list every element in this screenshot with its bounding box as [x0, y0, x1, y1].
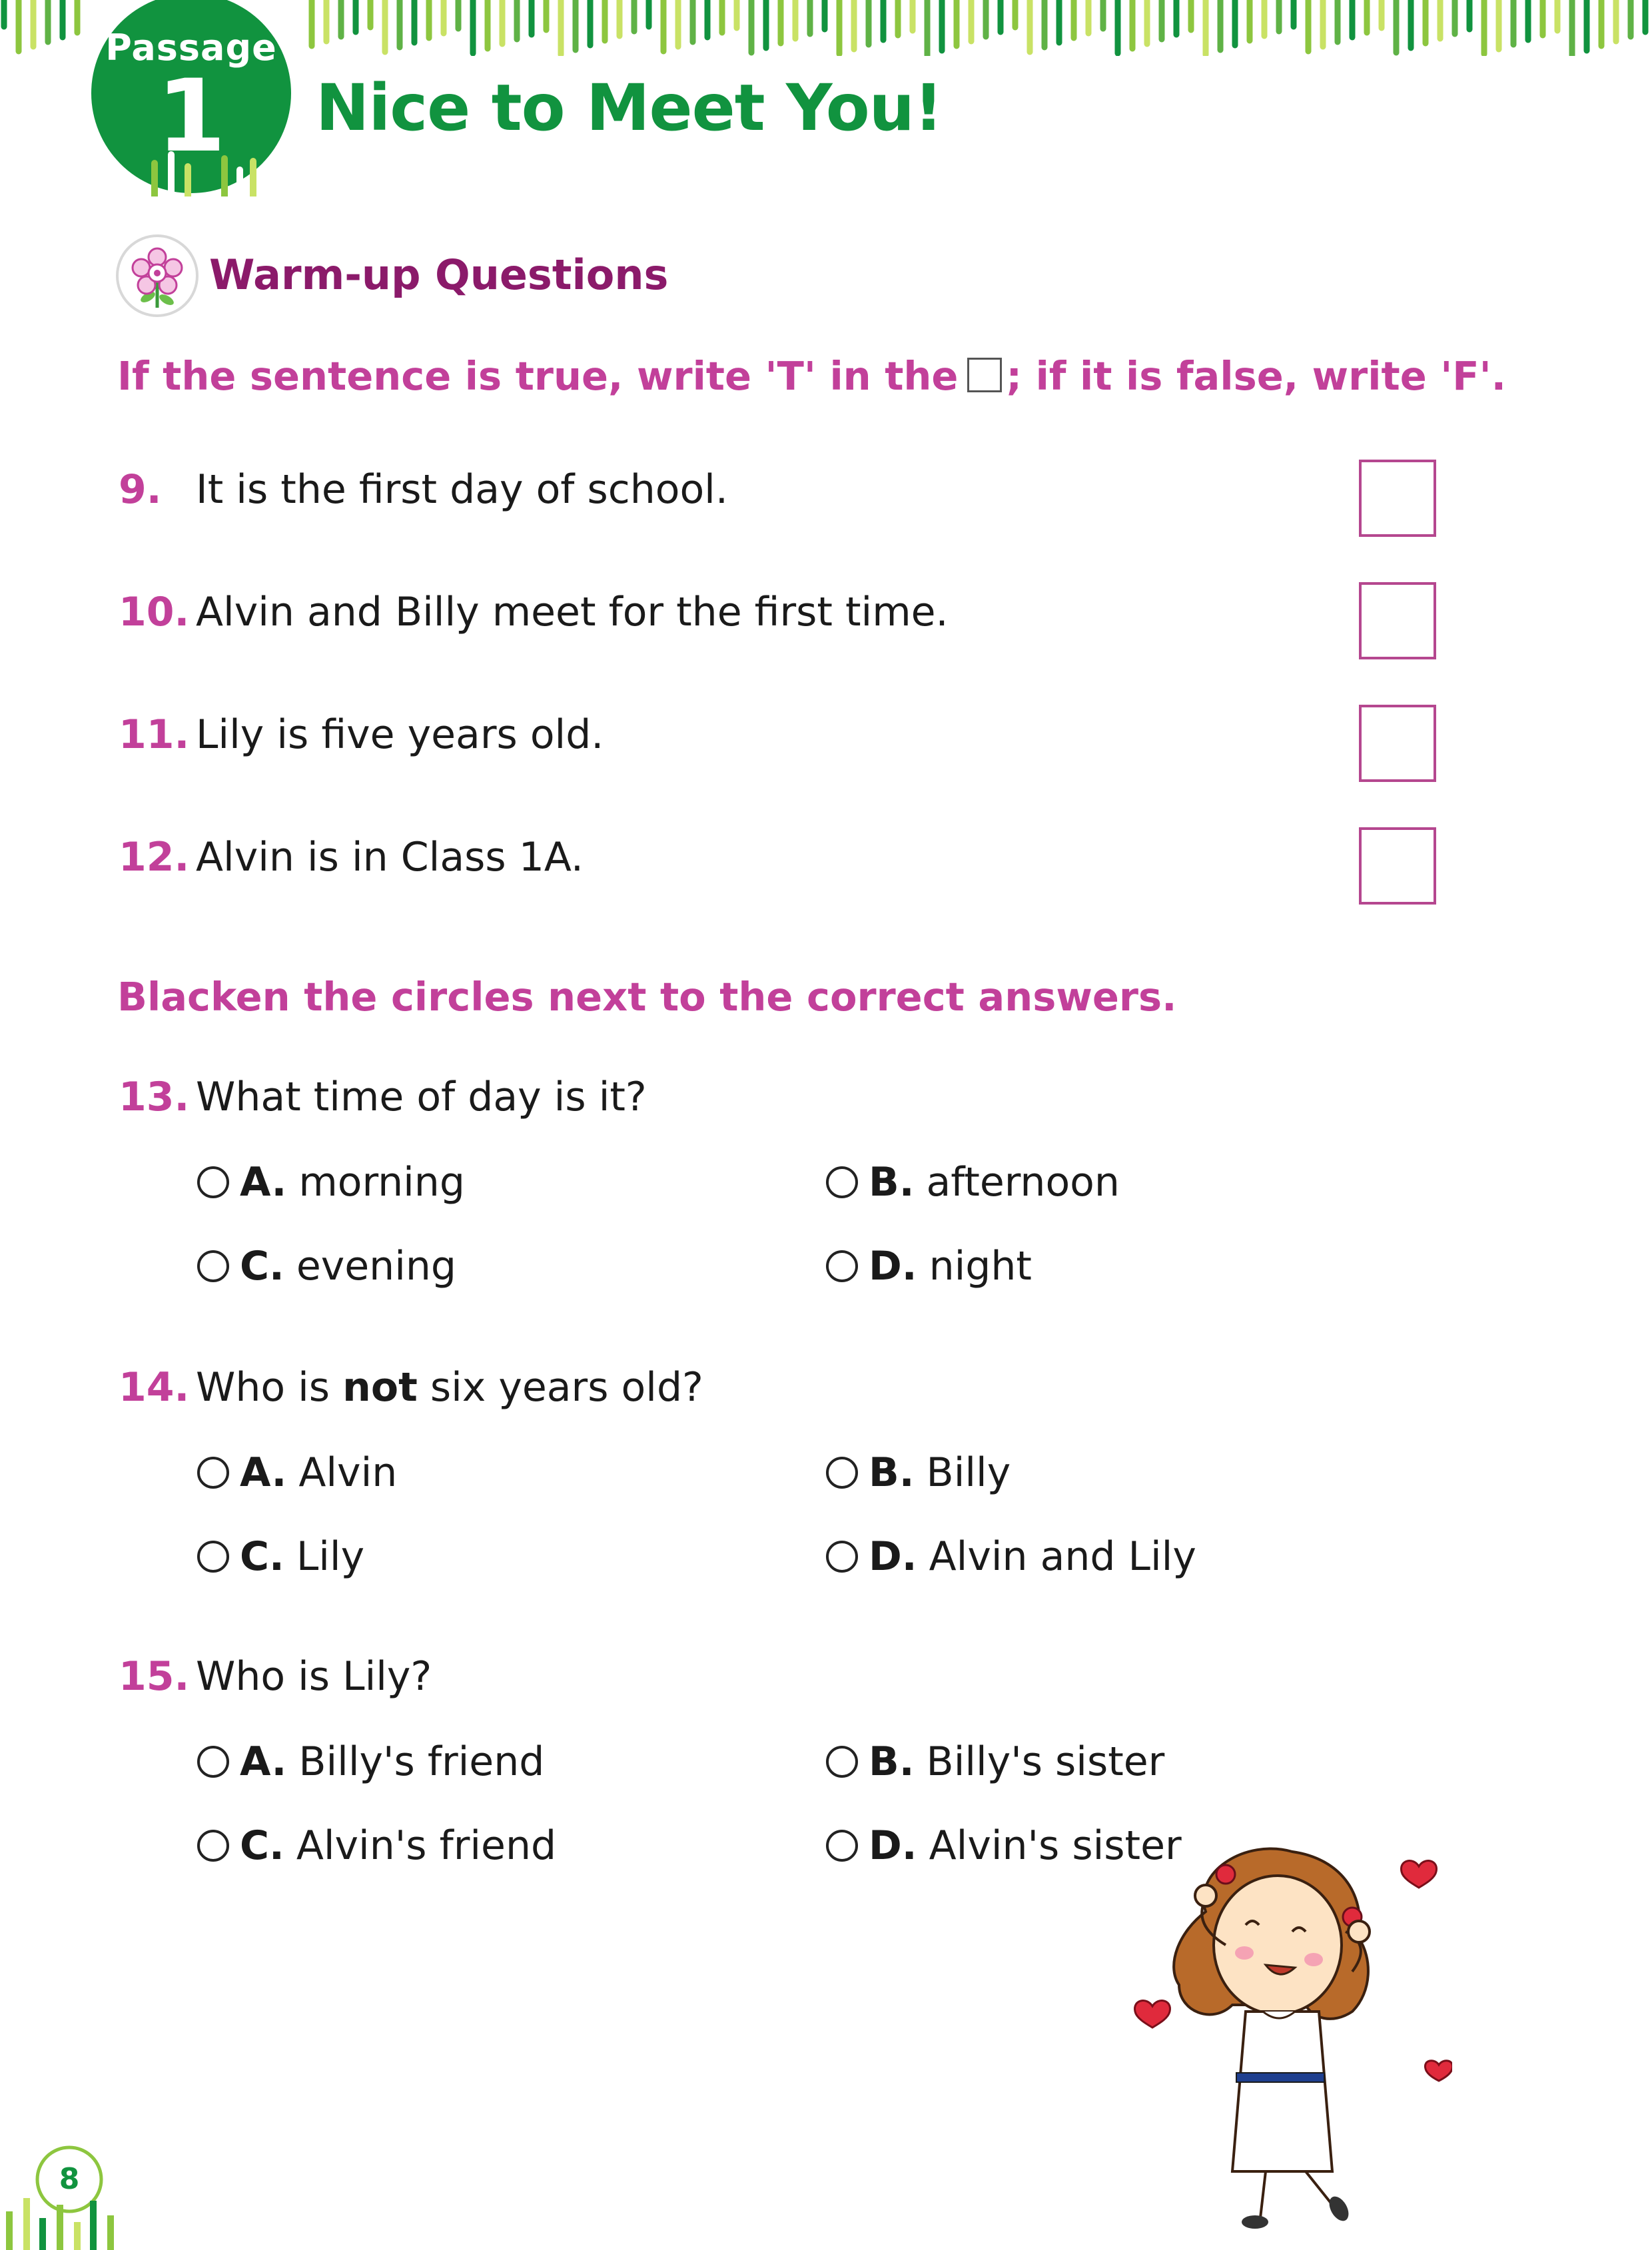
option-13-d[interactable]	[826, 1243, 1032, 1290]
tf-item-10	[119, 589, 949, 635]
option-letter: C.	[240, 1243, 284, 1290]
question-text: It is the first day of school.	[196, 466, 728, 513]
option-text: night	[929, 1243, 1032, 1290]
girl-illustration	[1132, 1832, 1452, 2238]
mc-question-14	[119, 1364, 703, 1411]
option-text: afternoon	[926, 1159, 1120, 1206]
answer-box-9[interactable]	[1359, 460, 1436, 537]
answer-circle[interactable]	[826, 1830, 858, 1862]
question-number: 9.	[119, 466, 162, 513]
question-text: Lily is five years old.	[196, 711, 604, 758]
answer-circle[interactable]	[197, 1250, 229, 1282]
question-number: 13.	[119, 1074, 190, 1120]
answer-circle[interactable]	[826, 1541, 858, 1573]
option-text: Alvin and Lily	[929, 1533, 1196, 1580]
option-13-c[interactable]	[197, 1243, 456, 1290]
option-text: Alvin's sister	[929, 1822, 1182, 1869]
heart-icon	[1402, 1861, 1437, 1888]
question-number: 11.	[119, 711, 190, 758]
section-heading: Warm-up Questions	[209, 250, 669, 299]
option-15-c[interactable]	[197, 1822, 556, 1869]
answer-circle[interactable]	[197, 1166, 229, 1198]
flower-icon	[115, 233, 200, 318]
answer-circle[interactable]	[197, 1830, 229, 1862]
option-13-b[interactable]	[826, 1159, 1120, 1206]
option-letter: C.	[240, 1822, 284, 1869]
option-letter: A.	[240, 1738, 287, 1785]
true-false-instruction	[117, 353, 1506, 399]
option-text: Billy	[926, 1449, 1011, 1496]
page-number: 8	[59, 2162, 80, 2196]
question-text: Who is Lily?	[196, 1653, 432, 1700]
option-15-d[interactable]	[826, 1822, 1182, 1869]
question-number: 15.	[119, 1653, 190, 1700]
option-text: morning	[298, 1159, 465, 1206]
option-13-a[interactable]	[197, 1159, 465, 1206]
bottom-stripe-border	[0, 2198, 133, 2250]
answer-circle[interactable]	[826, 1746, 858, 1778]
answer-box-12[interactable]	[1359, 827, 1436, 905]
option-text: Alvin	[298, 1449, 398, 1496]
answer-box-10[interactable]	[1359, 582, 1436, 659]
answer-circle[interactable]	[826, 1166, 858, 1198]
question-emphasis: not	[342, 1364, 418, 1411]
option-letter: B.	[869, 1449, 915, 1496]
option-text: Billy's sister	[926, 1738, 1165, 1785]
tf-item-11	[119, 711, 604, 758]
answer-box-11[interactable]	[1359, 705, 1436, 782]
question-text: Alvin and Billy meet for the first time.	[196, 589, 949, 635]
answer-circle[interactable]	[197, 1541, 229, 1573]
mc-question-15	[119, 1653, 432, 1700]
passage-number: 1	[156, 59, 226, 175]
instruction-text-start: If the sentence is true, write 'T' in the	[117, 353, 959, 399]
passage-label: Passage	[105, 27, 277, 69]
question-number: 10.	[119, 589, 190, 635]
option-letter: D.	[869, 1822, 917, 1869]
question-number: 12.	[119, 834, 190, 881]
option-text: evening	[296, 1243, 456, 1290]
option-14-b[interactable]	[826, 1449, 1011, 1496]
answer-circle[interactable]	[826, 1250, 858, 1282]
option-14-a[interactable]	[197, 1449, 397, 1496]
option-15-b[interactable]	[826, 1738, 1164, 1785]
tf-item-12	[119, 834, 584, 881]
page-title: Nice to Meet You!	[316, 71, 943, 145]
heart-icon	[1425, 2061, 1452, 2081]
answer-circle[interactable]	[197, 1746, 229, 1778]
option-letter: C.	[240, 1533, 284, 1580]
multiple-choice-instruction: Blacken the circles next to the correct answers.	[117, 974, 1177, 1020]
question-text: Alvin is in Class 1A.	[196, 834, 584, 881]
option-letter: B.	[869, 1738, 915, 1785]
option-14-d[interactable]	[826, 1533, 1196, 1580]
option-text: Billy's friend	[298, 1738, 545, 1785]
question-text-start: Who is	[196, 1364, 330, 1411]
question-text-end: six years old?	[430, 1364, 703, 1411]
sample-box-icon	[967, 358, 1002, 392]
question-number: 14.	[119, 1364, 190, 1411]
instruction-text-end: ; if it is false, write 'F'.	[1006, 353, 1507, 399]
option-letter: A.	[240, 1449, 287, 1496]
tf-item-9	[119, 466, 728, 513]
option-letter: D.	[869, 1243, 917, 1290]
option-letter: D.	[869, 1533, 917, 1580]
heart-icon	[1135, 2001, 1170, 2028]
option-15-a[interactable]	[197, 1738, 544, 1785]
option-text: Alvin's friend	[296, 1822, 557, 1869]
answer-circle[interactable]	[826, 1457, 858, 1489]
option-14-c[interactable]	[197, 1533, 364, 1580]
mc-question-13	[119, 1074, 647, 1120]
option-letter: A.	[240, 1159, 287, 1206]
option-text: Lily	[296, 1533, 365, 1580]
question-text: What time of day is it?	[196, 1074, 647, 1120]
answer-circle[interactable]	[197, 1457, 229, 1489]
option-letter: B.	[869, 1159, 915, 1206]
